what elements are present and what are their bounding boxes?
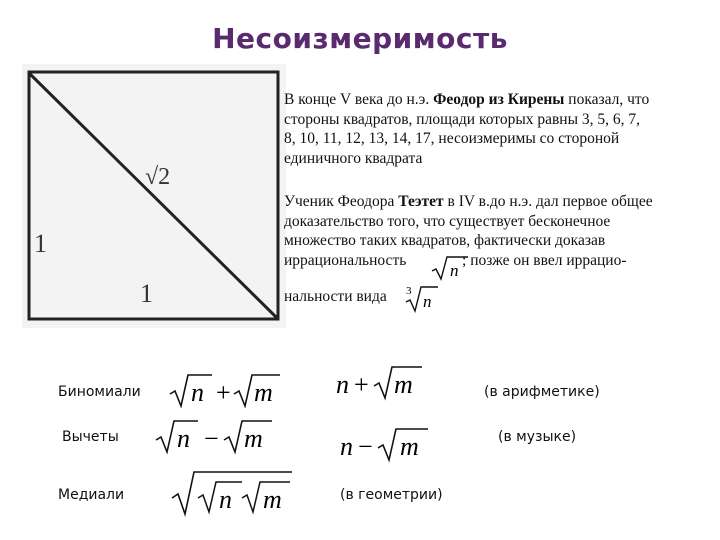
label-apotomes: Вычеты (62, 429, 119, 445)
para1-line3: 8, 10, 11, 12, 13, 14, 17, несоизмеримы со стороной (284, 130, 620, 147)
theaetetus-name: Теэтет (398, 193, 444, 210)
para2-line4: иррациональность ; позже он ввел иррацио- (284, 251, 627, 269)
page-title: Несоизмеримость (212, 22, 508, 55)
para2-line1: Ученик Феодора Теэтет в IV в.до н.э. дал первое общее (284, 193, 653, 210)
label-medials: Медиали (58, 487, 125, 503)
paragraph-theodorus (284, 90, 714, 168)
svg-text:3: 3 (406, 285, 412, 297)
side-label-left: 1 (34, 229, 47, 258)
sqrt-n-symbol (430, 254, 470, 282)
svg-text:m: m (263, 485, 282, 514)
svg-text:m: m (244, 424, 263, 453)
para2-line3: множество таких квадратов, фактически доказав (284, 232, 606, 249)
formula-binomial-arith (334, 362, 434, 402)
svg-text:m: m (400, 432, 419, 461)
unit-square-figure (20, 62, 290, 332)
svg-text:−: − (204, 424, 219, 453)
note-geometry: (в геометрии) (340, 487, 443, 503)
svg-text:n: n (450, 261, 459, 280)
paragraph-theaetetus (284, 192, 718, 276)
formula-medial (170, 468, 300, 518)
theodorus-name: Феодор из Кирены (433, 91, 565, 108)
para2-line2: доказательство того, что существует бесконечное (284, 212, 611, 230)
formula-binomial (168, 370, 288, 410)
svg-text:n: n (336, 370, 349, 399)
para1-line4: единичного квадрата (284, 149, 423, 167)
svg-text:n: n (340, 432, 353, 461)
note-music: (в музыке) (498, 429, 577, 445)
svg-text:m: m (254, 378, 273, 407)
svg-text:n: n (191, 378, 204, 407)
diagonal-label (145, 164, 170, 190)
formula-apotome (154, 416, 284, 456)
svg-text:+: + (354, 370, 369, 399)
svg-text:+: + (216, 378, 231, 407)
svg-text:−: − (358, 432, 373, 461)
note-arithmetic: (в арифметике) (484, 384, 600, 400)
label-binomials: Биномиали (58, 384, 141, 400)
para1-line1: В конце V века до н.э. Феодор из Кирены показал, что (284, 91, 650, 108)
svg-text:√2: √2 (145, 164, 171, 190)
svg-text:n: n (423, 292, 432, 311)
formula-apotome-music (338, 424, 438, 464)
para1-line2: стороны квадратов, площади которых равны 3, 5, 6, 7, (284, 110, 641, 128)
svg-text:n: n (177, 424, 190, 453)
svg-text:m: m (394, 370, 413, 399)
svg-text:n: n (219, 485, 232, 514)
cube-root-n-symbol (404, 283, 440, 313)
para2-line5: нальности вида (284, 288, 387, 305)
side-label-bottom: 1 (140, 279, 153, 308)
